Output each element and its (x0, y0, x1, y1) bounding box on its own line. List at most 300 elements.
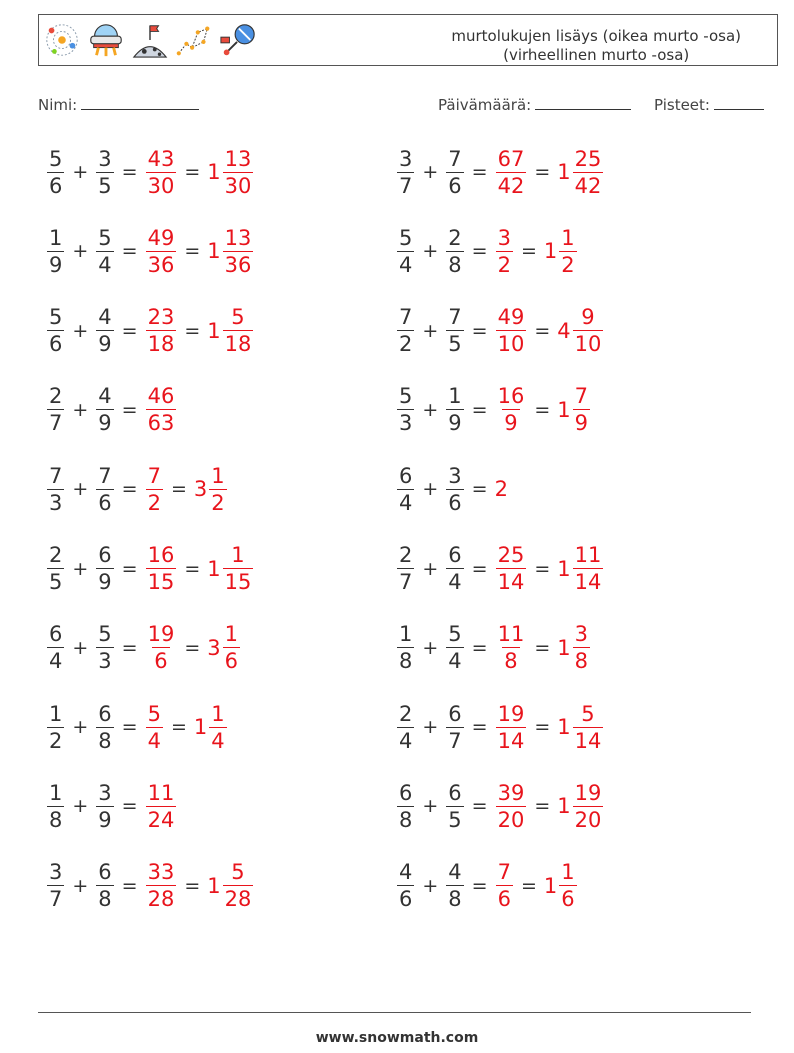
addend-2-fraction (446, 702, 463, 753)
answer-mixed-fraction-denominator: 8 (574, 649, 588, 674)
plus-sign: + (422, 795, 439, 818)
answer-whole-number: 2 (494, 477, 508, 502)
addend-2-fraction-numerator: 7 (448, 146, 462, 171)
addend-1-fraction-numerator: 5 (49, 305, 63, 330)
answer-improper-fraction-numerator: 16 (147, 543, 175, 567)
problem-item (44, 456, 230, 522)
addend-2-fraction-denominator: 7 (448, 728, 462, 753)
addend-2-fraction-numerator: 6 (448, 780, 462, 805)
answer-mixed-fraction-numerator: 1 (561, 860, 575, 885)
addend-1-fraction (397, 543, 414, 594)
equals-sign: = (471, 636, 488, 659)
addend-2-fraction-numerator: 6 (98, 701, 112, 726)
answer-improper-fraction-denominator: 9 (504, 411, 518, 436)
name-blank[interactable] (81, 95, 199, 110)
addend-2-fraction (96, 147, 113, 198)
answer-mixed-fraction-denominator: 18 (224, 332, 252, 357)
answer-mixed-fraction-denominator: 36 (224, 252, 252, 277)
answer-improper-fraction-denominator: 2 (147, 490, 161, 515)
problem-item (44, 298, 256, 364)
addend-2-fraction-denominator: 9 (448, 411, 462, 436)
equals-sign: = (121, 557, 138, 580)
plus-sign: + (422, 636, 439, 659)
addend-1-fraction-denominator: 2 (49, 728, 63, 753)
answer-mixed-fraction (573, 702, 604, 753)
addend-2-fraction-denominator: 9 (98, 807, 112, 832)
answer-improper-fraction (146, 305, 177, 356)
answer-mixed-fraction (573, 305, 604, 356)
addend-2-fraction (446, 464, 463, 515)
answer-improper-fraction-numerator: 7 (497, 860, 511, 885)
addend-2-fraction-numerator: 7 (98, 463, 112, 488)
problem-item (44, 853, 256, 919)
date-blank[interactable] (535, 95, 631, 110)
answer-improper-fraction-numerator: 46 (147, 384, 175, 409)
equals-sign: = (471, 557, 488, 580)
footer-divider (38, 1012, 751, 1013)
answer-whole-number: 1 (557, 397, 571, 422)
answer-mixed-fraction (573, 384, 590, 435)
score-blank[interactable] (714, 95, 764, 110)
addend-1-fraction (397, 622, 414, 673)
answer-improper-fraction-denominator: 42 (497, 173, 525, 198)
answer-improper-fraction-denominator: 4 (147, 728, 161, 753)
answer-mixed-fraction (223, 147, 254, 198)
answer-mixed-fraction-numerator: 9 (581, 305, 595, 330)
plus-sign: + (72, 716, 89, 739)
answer-whole-number: 1 (543, 239, 558, 264)
equals-sign: = (534, 161, 551, 183)
answer-improper-fraction (146, 226, 177, 277)
problem-item (394, 298, 606, 364)
answer-whole-number: 1 (557, 160, 571, 184)
answer-improper-fraction (496, 781, 527, 832)
addend-2-fraction (96, 781, 113, 832)
addend-2-fraction (96, 226, 113, 277)
addend-1-fraction-numerator: 7 (399, 305, 413, 330)
addend-1-fraction-numerator: 2 (399, 543, 413, 567)
answer-improper-fraction-numerator: 7 (147, 463, 161, 488)
addend-1-fraction-denominator: 4 (399, 728, 413, 753)
addend-2-fraction-denominator: 8 (448, 252, 462, 277)
addend-1-fraction-numerator: 2 (399, 701, 413, 726)
answer-improper-fraction-numerator: 39 (497, 780, 525, 805)
problem-item (394, 853, 580, 919)
answer-whole-number: 1 (557, 794, 571, 819)
answer-improper-fraction-denominator: 28 (147, 887, 175, 912)
answer-mixed-fraction-numerator: 5 (231, 860, 245, 885)
equals-sign: = (121, 478, 138, 501)
equals-sign: = (534, 557, 551, 580)
answer-improper-fraction (496, 384, 527, 435)
answer-mixed-fraction-numerator: 5 (581, 701, 595, 726)
addend-1-fraction-denominator: 8 (399, 807, 413, 832)
addend-1-fraction (47, 702, 64, 753)
addend-2-fraction-numerator: 5 (98, 622, 112, 647)
answer-improper-fraction-denominator: 20 (497, 807, 525, 832)
addend-1-fraction-numerator: 3 (49, 860, 63, 885)
addend-2-fraction-numerator: 7 (448, 305, 462, 330)
equals-sign: = (121, 161, 138, 183)
addend-1-fraction (47, 226, 64, 277)
problem-item (44, 694, 230, 760)
answer-mixed-fraction (559, 860, 576, 911)
name-label: Nimi: (38, 96, 78, 114)
addend-1-fraction-numerator: 5 (399, 384, 413, 409)
plus-sign: + (422, 478, 439, 501)
answer-mixed-fraction-denominator: 2 (561, 252, 575, 277)
answer-improper-fraction (146, 781, 177, 832)
addend-1-fraction (397, 147, 414, 198)
addend-2-fraction (446, 384, 463, 435)
plus-sign: + (72, 478, 89, 501)
addend-1-fraction (47, 147, 64, 198)
answer-mixed-fraction-numerator: 1 (561, 225, 575, 250)
equals-sign: = (534, 319, 551, 342)
addend-1-fraction-denominator: 8 (49, 807, 63, 832)
solar-system-icon (43, 19, 81, 61)
addend-1-fraction (397, 384, 414, 435)
plus-sign: + (422, 319, 439, 342)
problem-item (394, 139, 606, 205)
addend-1-fraction (47, 464, 64, 515)
title-line-1: murtolukujen lisäys (oikea murto -osa) (451, 27, 741, 45)
addend-1-fraction-denominator: 8 (399, 649, 413, 674)
answer-improper-fraction (146, 464, 163, 515)
answer-mixed-fraction-denominator: 42 (574, 173, 602, 198)
answer-mixed-fraction-numerator: 1 (211, 701, 225, 726)
addend-1-fraction-numerator: 6 (399, 780, 413, 805)
answer-improper-fraction-denominator: 15 (147, 570, 175, 594)
addend-1-fraction-numerator: 1 (49, 780, 63, 805)
answer-improper-fraction-denominator: 6 (154, 649, 168, 674)
addend-1-fraction-denominator: 6 (399, 887, 413, 912)
answer-whole-number: 3 (207, 635, 221, 660)
addend-1-fraction-numerator: 1 (399, 622, 413, 647)
equals-sign: = (184, 874, 201, 897)
addend-2-fraction-numerator: 6 (98, 543, 112, 567)
answer-improper-fraction-numerator: 25 (497, 543, 525, 567)
answer-mixed-fraction-numerator: 7 (574, 384, 588, 409)
answer-mixed-fraction-denominator: 4 (211, 728, 225, 753)
equals-sign: = (471, 795, 488, 818)
addend-2-fraction-numerator: 6 (448, 701, 462, 726)
answer-whole-number: 1 (557, 635, 571, 660)
answer-improper-fraction-numerator: 11 (147, 780, 175, 805)
addend-1-fraction (47, 384, 64, 435)
addend-2-fraction (446, 860, 463, 911)
addend-2-fraction-denominator: 8 (98, 728, 112, 753)
addend-2-fraction (96, 860, 113, 911)
addend-2-fraction-denominator: 5 (448, 332, 462, 357)
plus-sign: + (72, 795, 89, 818)
addend-2-fraction-numerator: 4 (448, 860, 462, 885)
addend-2-fraction-denominator: 5 (448, 807, 462, 832)
problem-item (44, 377, 179, 443)
answer-improper-fraction-denominator: 63 (147, 411, 175, 436)
title-line-2: (virheellinen murto -osa) (503, 46, 690, 64)
answer-mixed-fraction-numerator: 1 (224, 622, 238, 647)
addend-2-fraction (446, 305, 463, 356)
equals-sign: = (121, 398, 138, 421)
answer-mixed-fraction (209, 464, 226, 515)
plus-sign: + (72, 161, 89, 183)
addend-1-fraction (397, 305, 414, 356)
addend-1-fraction (47, 543, 64, 594)
addend-2-fraction-denominator: 6 (98, 490, 112, 515)
answer-improper-fraction-numerator: 5 (147, 701, 161, 726)
addend-1-fraction-numerator: 6 (399, 463, 413, 488)
equals-sign: = (121, 319, 138, 342)
answer-improper-fraction (496, 543, 527, 594)
equals-sign: = (121, 716, 138, 739)
date-label: Päivämäärä: (438, 96, 532, 114)
answer-improper-fraction (496, 860, 513, 911)
answer-improper-fraction-numerator: 3 (497, 225, 511, 250)
addend-2-fraction-numerator: 3 (98, 780, 112, 805)
answer-mixed-fraction (223, 622, 240, 673)
answer-improper-fraction (146, 384, 177, 435)
addend-2-fraction (446, 147, 463, 198)
answer-improper-fraction-numerator: 49 (147, 225, 175, 250)
answer-mixed-fraction-numerator: 19 (574, 780, 602, 805)
addend-1-fraction-numerator: 5 (399, 225, 413, 250)
problem-item (44, 773, 179, 839)
addend-1-fraction-denominator: 7 (399, 570, 413, 594)
answer-whole-number: 1 (207, 239, 221, 264)
addend-2-fraction (446, 543, 463, 594)
answer-mixed-fraction-numerator: 11 (574, 543, 602, 567)
addend-2-fraction-denominator: 5 (98, 173, 112, 198)
addend-1-fraction (397, 860, 414, 911)
addend-2-fraction-denominator: 4 (448, 570, 462, 594)
plus-sign: + (72, 240, 89, 263)
answer-improper-fraction (146, 543, 177, 594)
answer-mixed-fraction-numerator: 13 (224, 146, 252, 171)
answer-mixed-fraction-numerator: 3 (574, 622, 588, 647)
problem-item (394, 615, 593, 681)
equals-sign: = (534, 795, 551, 818)
answer-mixed-fraction (223, 543, 254, 594)
addend-2-fraction-denominator: 4 (448, 649, 462, 674)
addend-1-fraction (397, 702, 414, 753)
plus-sign: + (72, 557, 89, 580)
answer-improper-fraction-denominator: 18 (147, 332, 175, 357)
answer-improper-fraction-denominator: 36 (147, 252, 175, 277)
addend-1-fraction-numerator: 2 (49, 384, 63, 409)
problem-item (44, 139, 256, 205)
equals-sign: = (170, 716, 187, 739)
addend-2-fraction-numerator: 5 (98, 225, 112, 250)
plus-sign: + (422, 398, 439, 421)
plus-sign: + (422, 557, 439, 580)
answer-improper-fraction (496, 305, 527, 356)
addend-2-fraction-denominator: 9 (98, 570, 112, 594)
equals-sign: = (520, 240, 537, 263)
addend-2-fraction (96, 702, 113, 753)
plus-sign: + (72, 874, 89, 897)
equals-sign: = (471, 319, 488, 342)
equals-sign: = (184, 319, 201, 342)
addend-2-fraction-numerator: 4 (98, 384, 112, 409)
answer-improper-fraction-denominator: 8 (504, 649, 518, 674)
equals-sign: = (520, 874, 537, 897)
addend-2-fraction-numerator: 6 (448, 543, 462, 567)
addend-2-fraction (446, 226, 463, 277)
addend-1-fraction (47, 622, 64, 673)
equals-sign: = (121, 874, 138, 897)
plus-sign: + (422, 161, 439, 183)
answer-improper-fraction-numerator: 43 (147, 146, 175, 171)
moon-flag-icon (131, 19, 169, 61)
answer-improper-fraction (146, 622, 177, 673)
date-field (438, 95, 631, 114)
answer-improper-fraction-numerator: 19 (147, 622, 175, 647)
equals-sign: = (471, 161, 488, 183)
answer-mixed-fraction (223, 860, 254, 911)
addend-1-fraction-denominator: 3 (399, 411, 413, 436)
answer-mixed-fraction (573, 543, 604, 594)
answer-mixed-fraction (559, 226, 576, 277)
answer-mixed-fraction-numerator: 1 (231, 543, 245, 567)
answer-improper-fraction-denominator: 14 (497, 570, 525, 594)
equals-sign: = (170, 478, 187, 501)
equals-sign: = (471, 874, 488, 897)
addend-2-fraction-denominator: 3 (98, 649, 112, 674)
equals-sign: = (534, 636, 551, 659)
problem-item (44, 615, 243, 681)
addend-1-fraction-numerator: 1 (49, 225, 63, 250)
addend-1-fraction-numerator: 5 (49, 146, 63, 171)
answer-whole-number: 4 (557, 318, 571, 343)
addend-2-fraction (96, 622, 113, 673)
answer-whole-number: 1 (557, 715, 571, 740)
equals-sign: = (534, 716, 551, 739)
equals-sign: = (471, 716, 488, 739)
answer-improper-fraction-denominator: 30 (147, 173, 175, 198)
addend-2-fraction-denominator: 8 (98, 887, 112, 912)
answer-mixed-fraction-denominator: 28 (224, 887, 252, 912)
answer-mixed-fraction (209, 702, 226, 753)
addend-2-fraction (446, 781, 463, 832)
answer-whole-number: 1 (207, 318, 221, 343)
addend-1-fraction-denominator: 2 (399, 332, 413, 357)
answer-whole-number: 1 (193, 715, 208, 740)
answer-mixed-fraction (223, 226, 254, 277)
problem-item (394, 377, 593, 443)
equals-sign: = (184, 240, 201, 263)
answer-mixed-fraction-denominator: 30 (224, 173, 252, 198)
answer-mixed-fraction-denominator: 20 (574, 807, 602, 832)
name-field (38, 95, 199, 114)
problem-item (394, 536, 606, 602)
footer-url: www.snowmath.com (315, 1030, 479, 1046)
answer-mixed-fraction-denominator: 14 (574, 728, 602, 753)
answer-mixed-fraction-denominator: 6 (224, 649, 238, 674)
addend-2-fraction-numerator: 3 (448, 463, 462, 488)
addend-1-fraction-numerator: 1 (49, 701, 63, 726)
answer-improper-fraction-denominator: 2 (497, 252, 511, 277)
plus-sign: + (422, 874, 439, 897)
addend-1-fraction-numerator: 3 (399, 146, 413, 171)
addend-2-fraction-denominator: 6 (448, 490, 462, 515)
answer-mixed-fraction-denominator: 10 (574, 332, 602, 357)
answer-mixed-fraction-denominator: 15 (224, 570, 252, 594)
answer-improper-fraction (496, 226, 513, 277)
answer-improper-fraction-numerator: 19 (497, 701, 525, 726)
plus-sign: + (422, 240, 439, 263)
addend-1-fraction-denominator: 6 (49, 332, 63, 357)
addend-2-fraction-numerator: 1 (448, 384, 462, 409)
answer-improper-fraction-denominator: 10 (497, 332, 525, 357)
addend-1-fraction (47, 305, 64, 356)
constellation-icon (175, 19, 213, 61)
answer-mixed-fraction-denominator: 14 (574, 570, 602, 594)
answer-improper-fraction-numerator: 23 (147, 305, 175, 330)
equals-sign: = (121, 636, 138, 659)
answer-mixed-fraction-numerator: 25 (574, 146, 602, 171)
addend-2-fraction-numerator: 4 (98, 305, 112, 330)
answer-mixed-fraction-numerator: 13 (224, 225, 252, 250)
plus-sign: + (72, 398, 89, 421)
answer-mixed-fraction (573, 781, 604, 832)
worksheet-title (451, 27, 741, 65)
addend-2-fraction-numerator: 2 (448, 225, 462, 250)
answer-whole-number: 1 (207, 556, 221, 581)
answer-whole-number: 1 (557, 556, 571, 581)
addend-2-fraction-denominator: 4 (98, 252, 112, 277)
addend-1-fraction-denominator: 9 (49, 252, 63, 277)
answer-mixed-fraction (573, 147, 604, 198)
answer-mixed-fraction (573, 622, 590, 673)
answer-improper-fraction-denominator: 6 (497, 887, 511, 912)
answer-mixed-fraction-denominator: 6 (561, 887, 575, 912)
equals-sign: = (184, 636, 201, 659)
addend-2-fraction (96, 305, 113, 356)
addend-1-fraction (397, 226, 414, 277)
answer-improper-fraction (496, 147, 527, 198)
problem-item (394, 694, 606, 760)
addend-1-fraction (47, 860, 64, 911)
problem-item (44, 218, 256, 284)
equals-sign: = (184, 557, 201, 580)
equals-sign: = (121, 240, 138, 263)
answer-improper-fraction-denominator: 24 (147, 807, 175, 832)
answer-improper-fraction-numerator: 33 (147, 860, 175, 885)
equals-sign: = (471, 240, 488, 263)
addend-1-fraction-numerator: 7 (49, 463, 63, 488)
addend-2-fraction-numerator: 5 (448, 622, 462, 647)
equals-sign: = (121, 795, 138, 818)
addend-2-fraction (96, 384, 113, 435)
answer-improper-fraction (146, 860, 177, 911)
addend-1-fraction-denominator: 4 (399, 252, 413, 277)
addend-1-fraction-denominator: 4 (49, 649, 63, 674)
answer-improper-fraction-numerator: 16 (497, 384, 525, 409)
plus-sign: + (422, 716, 439, 739)
addend-2-fraction (96, 543, 113, 594)
addend-1-fraction-denominator: 7 (49, 411, 63, 436)
addend-1-fraction-denominator: 7 (49, 887, 63, 912)
answer-mixed-fraction-numerator: 1 (211, 463, 225, 488)
addend-2-fraction-numerator: 3 (98, 146, 112, 171)
addend-1-fraction-denominator: 4 (399, 490, 413, 515)
answer-improper-fraction-denominator: 14 (497, 728, 525, 753)
answer-whole-number: 3 (193, 477, 208, 502)
answer-improper-fraction (496, 702, 527, 753)
addend-1-fraction-denominator: 6 (49, 173, 63, 198)
ufo-icon (87, 19, 125, 61)
